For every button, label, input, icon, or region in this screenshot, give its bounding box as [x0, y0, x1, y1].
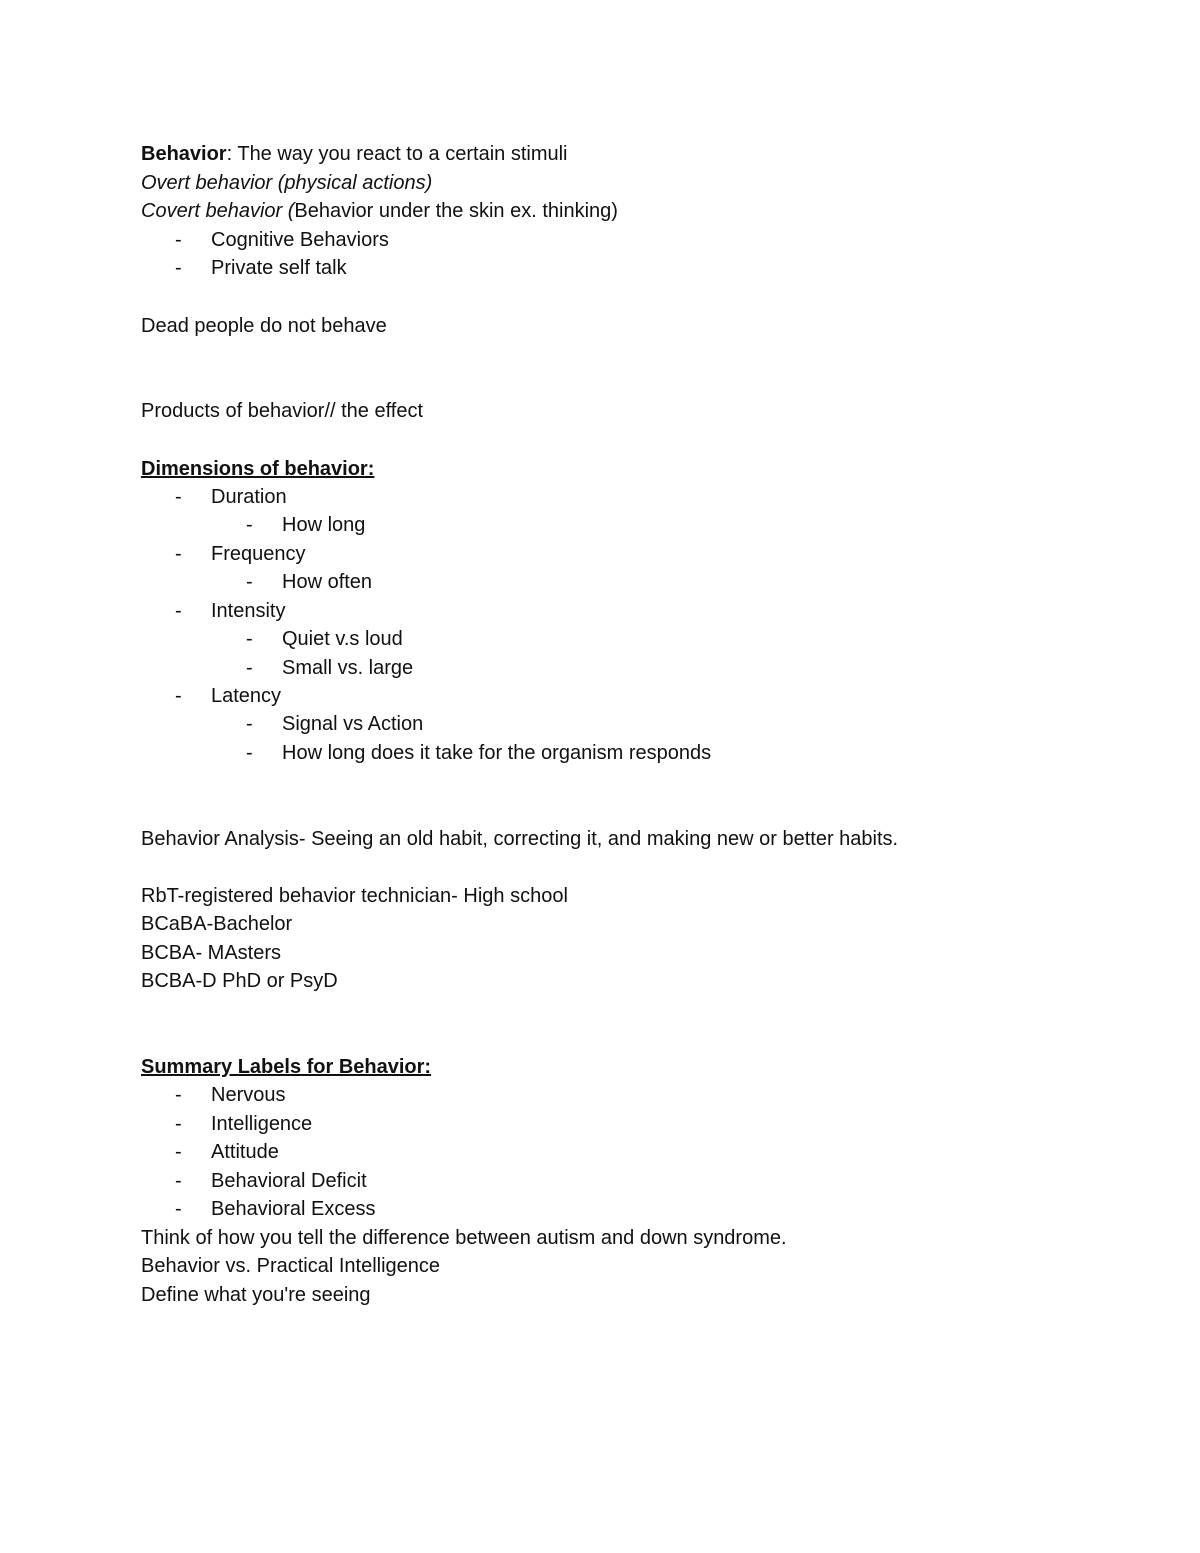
covert-behavior-line [141, 197, 618, 225]
sub-list-item-label: How long [282, 514, 366, 536]
list-item [175, 1110, 312, 1138]
bullet-dash: - [246, 628, 253, 650]
list-item-label: Cognitive Behaviors [211, 229, 389, 251]
sub-list-item-label: Quiet v.s loud [282, 628, 403, 650]
covert-behavior-term: Covert behavior ( [141, 200, 295, 222]
list-item [175, 540, 306, 568]
list-item-label: Nervous [211, 1084, 286, 1106]
list-item [175, 1081, 285, 1109]
list-item [175, 1195, 376, 1223]
bullet-dash: - [246, 571, 253, 593]
closing-line: Think of how you tell the difference between autism and down syndrome. [141, 1227, 787, 1249]
sub-list-item-label: Signal vs Action [282, 713, 424, 735]
bullet-dash: - [175, 685, 182, 707]
sub-list-item-label: How long does it take for the organism responds [282, 742, 712, 764]
behavior-analysis-line: Behavior Analysis- Seeing an old habit, correcting it, and making new or better habits. [141, 828, 899, 850]
credential-line: RbT-registered behavior technician- High school [141, 885, 568, 907]
products-line: Products of behavior// the effect [141, 400, 424, 422]
bullet-dash: - [175, 1170, 182, 1192]
bullet-dash: - [175, 229, 182, 251]
list-item-label: Frequency [211, 543, 306, 565]
list-item-label: Duration [211, 486, 287, 508]
covert-behavior-text: Behavior under the skin ex. thinking) [294, 200, 618, 222]
bullet-dash: - [175, 1198, 182, 1220]
summary-heading: Summary Labels for Behavior: [141, 1056, 432, 1078]
sub-list-item [246, 568, 372, 596]
behavior-definition-text: : The way you react to a certain stimuli [226, 143, 568, 165]
bullet-dash: - [175, 600, 182, 622]
bullet-dash: - [175, 1113, 182, 1135]
bullet-dash: - [246, 514, 253, 536]
list-item [175, 483, 287, 511]
list-item-label: Intelligence [211, 1113, 313, 1135]
closing-line: Behavior vs. Practical Intelligence [141, 1255, 441, 1277]
bullet-dash: - [175, 486, 182, 508]
sub-list-item [246, 710, 423, 738]
bullet-dash: - [175, 543, 182, 565]
list-item [175, 597, 285, 625]
sub-list-item [246, 625, 403, 653]
bullet-dash: - [246, 742, 253, 764]
bullet-dash: - [246, 713, 253, 735]
bullet-dash: - [175, 257, 182, 279]
sub-list-item [246, 739, 711, 767]
list-item [175, 226, 389, 254]
list-item-label: Behavioral Excess [211, 1198, 376, 1220]
behavior-term: Behavior [141, 143, 227, 165]
sub-list-item-label: How often [282, 571, 373, 593]
list-item [175, 682, 281, 710]
closing-line: Define what you're seeing [141, 1284, 371, 1306]
list-item-label: Private self talk [211, 257, 347, 279]
list-item-label: Attitude [211, 1141, 279, 1163]
dead-people-line: Dead people do not behave [141, 315, 387, 337]
bullet-dash: - [175, 1141, 182, 1163]
list-item [175, 1138, 279, 1166]
bullet-dash: - [246, 657, 253, 679]
bullet-dash: - [175, 1084, 182, 1106]
list-item [175, 1167, 367, 1195]
list-item-label: Intensity [211, 600, 286, 622]
sub-list-item [246, 511, 365, 539]
list-item-label: Latency [211, 685, 282, 707]
dimensions-heading: Dimensions of behavior: [141, 458, 375, 480]
sub-list-item [246, 654, 413, 682]
credential-line: BCaBA-Bachelor [141, 913, 293, 935]
sub-list-item-label: Small vs. large [282, 657, 414, 679]
list-item [175, 254, 347, 282]
credential-line: BCBA-D PhD or PsyD [141, 970, 338, 992]
list-item-label: Behavioral Deficit [211, 1170, 367, 1192]
overt-behavior-line: Overt behavior (physical actions) [141, 172, 433, 194]
credential-line: BCBA- MAsters [141, 942, 282, 964]
behavior-definition [141, 140, 567, 168]
